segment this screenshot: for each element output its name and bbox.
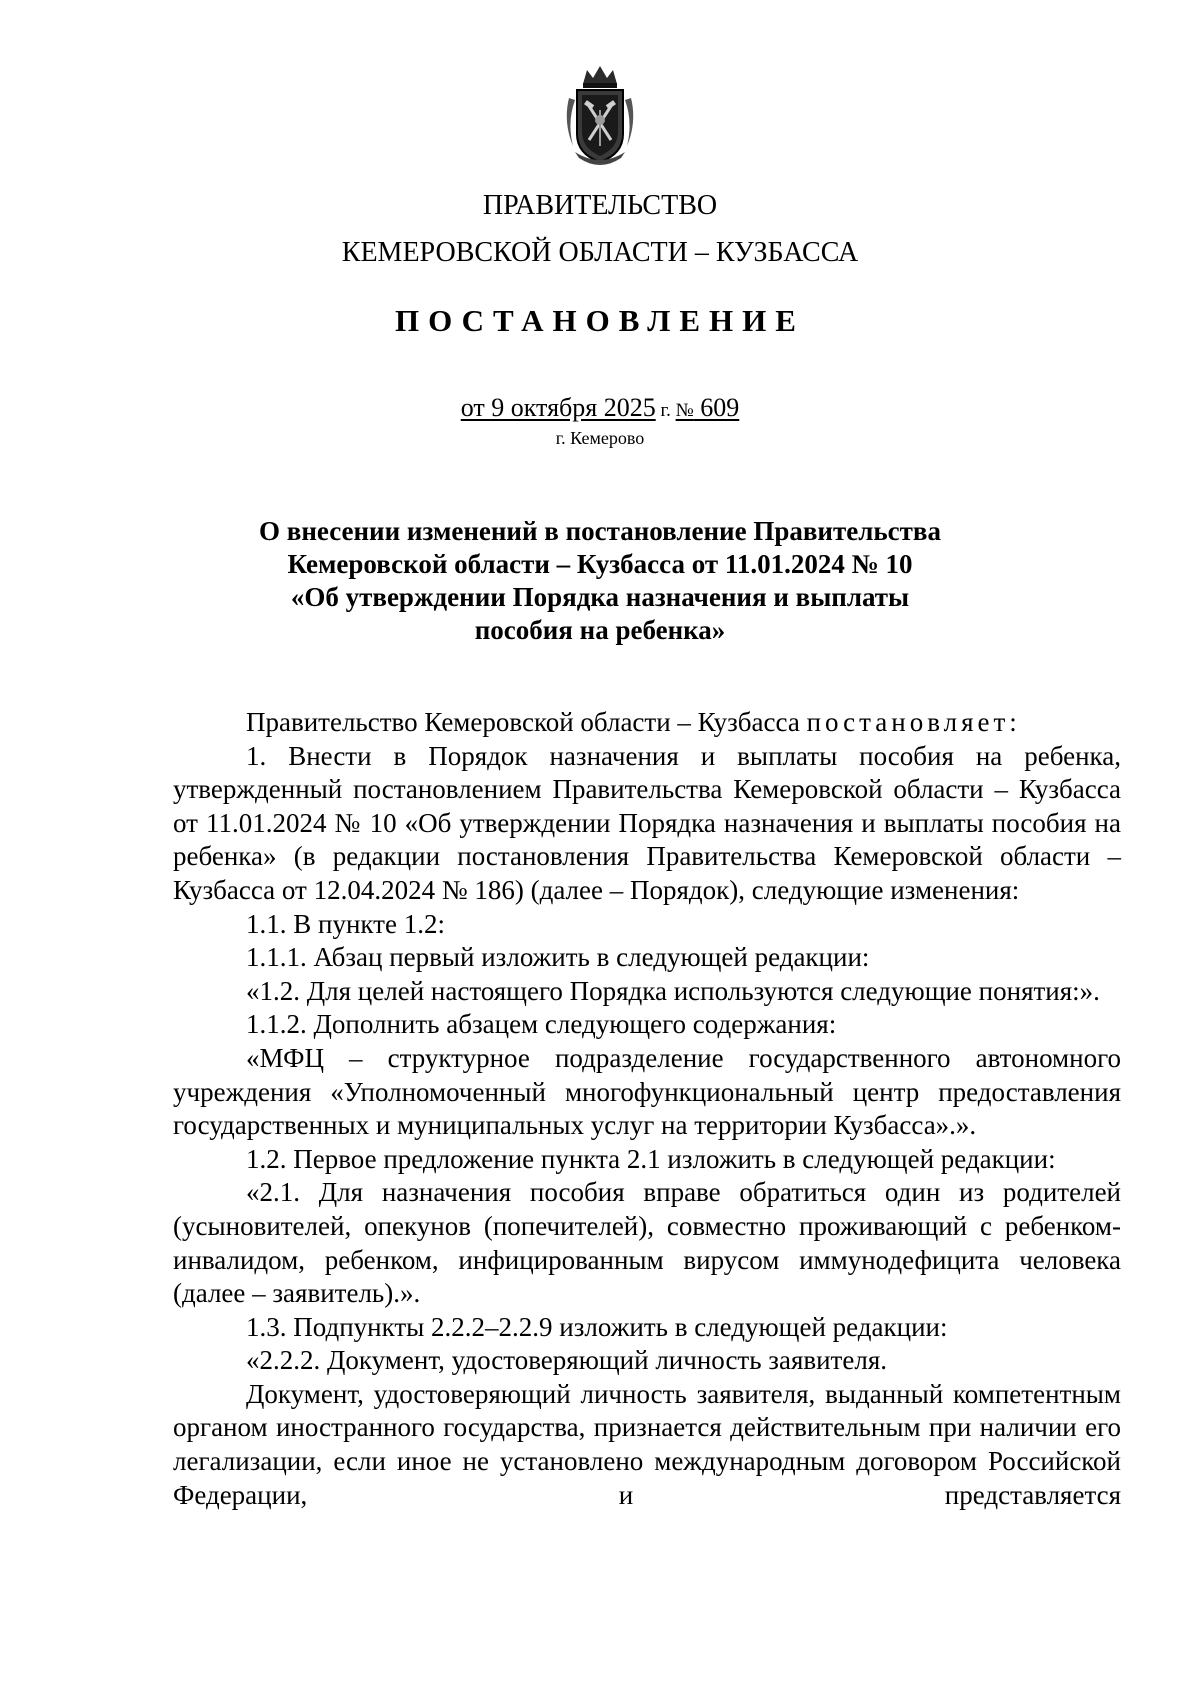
- number-value: 609: [693, 393, 740, 422]
- preamble-paragraph: [173, 706, 1121, 740]
- document-date: от 9 октября 2025: [460, 393, 656, 422]
- paragraph: 1. Внести в Порядок назначения и выплаты пособия на ребенка, утвержденный постановлением Правительства Кемеровской области – Кузбасса от 11.01.2024 № 10 «Об утверждении Порядка назначения и выплаты пособия на ребенка» (в редакции постановления Правительства Кемеровской области – Кузбасса от 12.04.2024 № 186) (далее – Порядок), следующие изменения:: [173, 740, 1121, 905]
- paragraph: 1.1. В пункте 1.2:: [246, 908, 445, 939]
- preamble-text: Правительство Кемеровской области – Кузбасса: [246, 707, 807, 737]
- document-type-heading: ПОСТАНОВЛЕНИЕ: [395, 303, 805, 338]
- paragraph: 1.1.2. Дополнить абзацем следующего содержания:: [246, 1009, 837, 1040]
- title-line: Кемеровской области – Кузбасса от 11.01.2024 № 10: [287, 549, 913, 579]
- paragraph: 1.2. Первое предложение пункта 2.1 изложить в следующей редакции:: [246, 1143, 1056, 1174]
- title-line: «Об утверждении Порядка назначения и выплаты: [290, 582, 910, 612]
- paragraph: «2.1. Для назначения пособия вправе обратиться один из родителей (усыновителей, опекунов (попечителей), совместно проживающий с ребенком-инвалидом, ребенком, инфицированным вирусом иммунодефицита человека (далее – заявитель).».: [173, 1177, 1121, 1309]
- title-line: пособия на ребенка»: [474, 615, 726, 645]
- document-title: [0, 515, 1200, 647]
- paragraph: «2.2.2. Документ, удостоверяющий личность заявителя.: [246, 1345, 887, 1376]
- paragraph: «1.2. Для целей настоящего Порядка используются следующие понятия:».: [246, 975, 1100, 1006]
- paragraph: «МФЦ – структурное подразделение государственного автономного учреждения «Уполномоченный многофункциональный центр предоставления государственных и муниципальных услуг на территории Кузбасса».».: [173, 1042, 1121, 1141]
- paragraph: 1.3. Подпункты 2.2.2–2.2.9 изложить в следующей редакции:: [246, 1311, 948, 1342]
- government-name-line1: ПРАВИТЕЛЬСТВО: [482, 190, 718, 221]
- document-body: [173, 706, 1121, 1512]
- number-label: №: [675, 400, 694, 421]
- coat-of-arms-icon: [559, 62, 641, 166]
- city-line: г. Кемерово: [555, 428, 645, 448]
- year-suffix: г.: [655, 400, 676, 421]
- date-number-line: [0, 392, 1200, 427]
- document-number: [676, 393, 740, 422]
- government-name-line2: КЕМЕРОВСКОЙ ОБЛАСТИ – КУЗБАССА: [341, 237, 859, 268]
- preamble-resolves: постановляет:: [806, 707, 1021, 737]
- paragraph: 1.1.1. Абзац первый изложить в следующей редакции:: [246, 942, 870, 973]
- paragraph: Документ, удостоверяющий личность заявителя, выданный компетентным органом иностранного государства, признается действительным при наличии его легализации, если иное не установлено международным договором Российской Федерации, и представляется: [173, 1378, 1121, 1510]
- title-line: О внесении изменений в постановление Правительства: [259, 516, 941, 546]
